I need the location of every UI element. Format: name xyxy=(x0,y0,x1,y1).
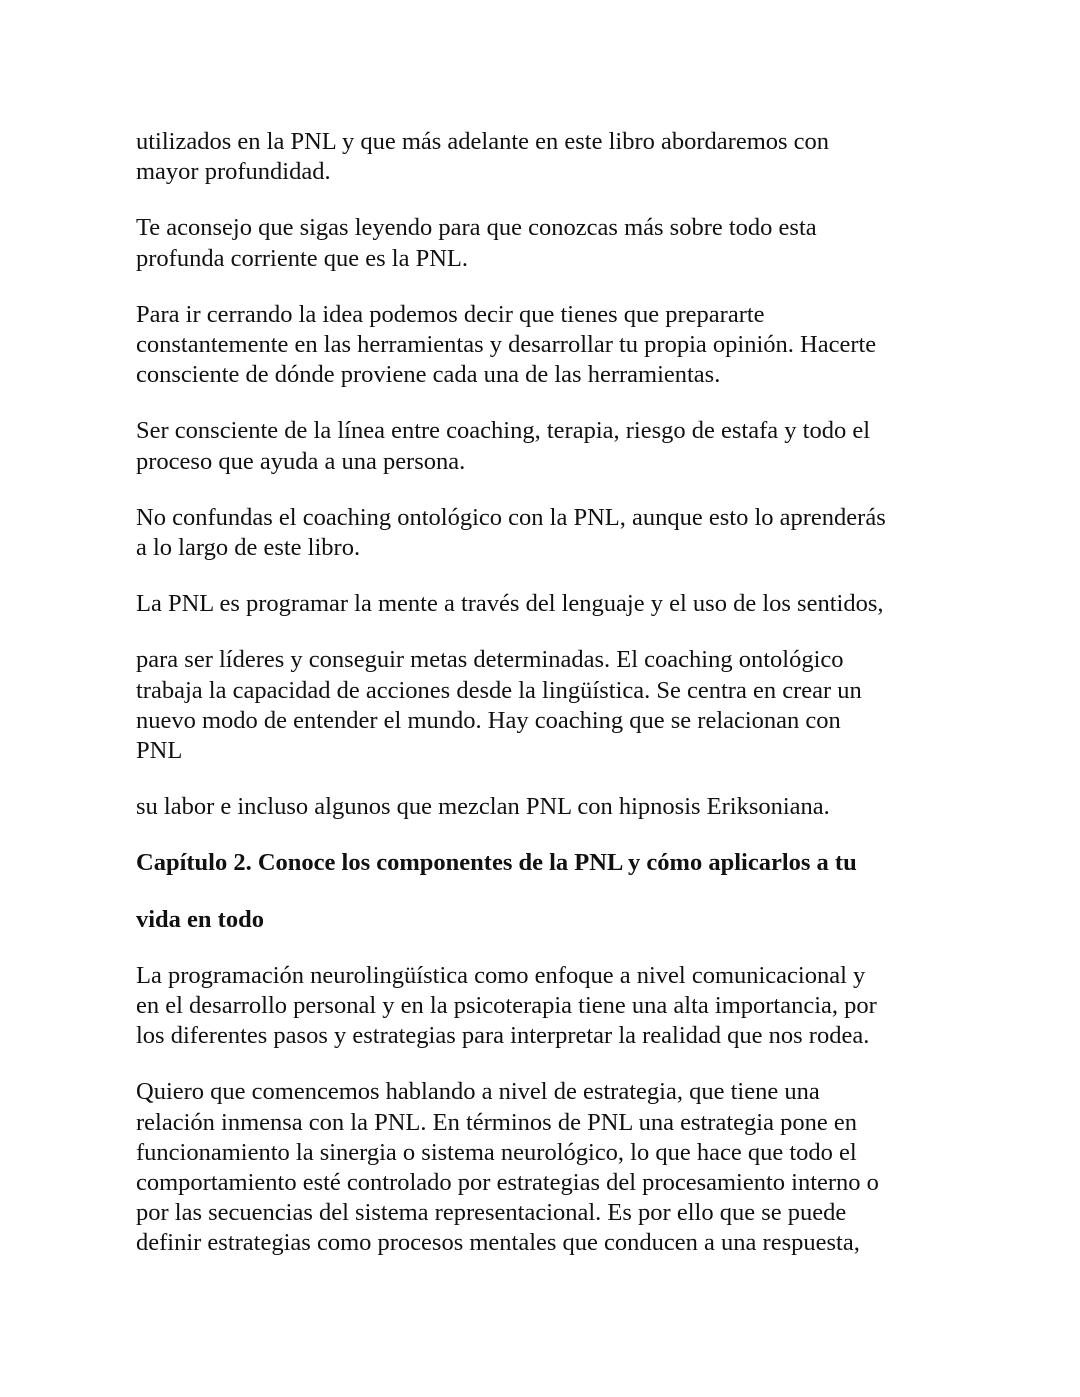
text-line: en el desarrollo personal y en la psicoterapia tiene una alta importancia, por xyxy=(136,992,877,1020)
paragraph xyxy=(136,503,956,563)
text-line: trabaja la capacidad de acciones desde la lingüística. Se centra en crear un xyxy=(136,676,862,704)
paragraph xyxy=(136,645,956,766)
text-line: Te aconsejo que sigas leyendo para que conozcas más sobre todo esta xyxy=(136,214,817,242)
text-line: por las secuencias del sistema representacional. Es por ello que se puede xyxy=(136,1199,847,1227)
paragraph xyxy=(136,961,956,1052)
text-line: Para ir cerrando la idea podemos decir que tienes que prepararte xyxy=(136,300,765,328)
text-line: No confundas el coaching ontológico con la PNL, aunque esto lo aprenderás xyxy=(136,503,886,531)
text-line: definir estrategias como procesos mentales que conducen a una respuesta, xyxy=(136,1229,860,1257)
paragraph xyxy=(136,127,956,187)
text-line: utilizados en la PNL y que más adelante en este libro abordaremos con xyxy=(136,128,830,155)
text-line: a lo largo de este libro. xyxy=(136,534,361,562)
text-line: proceso que ayuda a una persona. xyxy=(136,447,466,475)
text-line: para ser líderes y conseguir metas determinadas. El coaching ontológico xyxy=(136,646,844,674)
paragraph xyxy=(136,213,956,273)
text-line: profunda corriente que es la PNL. xyxy=(136,244,468,272)
text-line: relación inmensa con la PNL. En términos de PNL una estrategia pone en xyxy=(136,1108,857,1136)
heading-line: Capítulo 2. Conoce los componentes de la PNL y cómo aplicarlos a tu xyxy=(136,849,857,877)
text-line: los diferentes pasos y estrategias para interpretar la realidad que nos rodea. xyxy=(136,1022,870,1050)
chapter-heading xyxy=(136,848,956,878)
text-line: constantemente en las herramientas y desarrollar tu propia opinión. Hacerte xyxy=(136,331,877,359)
text-line: mayor profundidad. xyxy=(136,158,331,186)
document-page xyxy=(136,127,956,1285)
text-line: su labor e incluso algunos que mezclan PNL con hipnosis Eriksoniana. xyxy=(136,793,830,821)
paragraph xyxy=(136,416,956,476)
text-line: La PNL es programar la mente a través del lenguaje y el uso de los sentidos, xyxy=(136,590,884,618)
paragraph xyxy=(136,300,956,391)
text-line: La programación neurolingüística como enfoque a nivel comunicacional y xyxy=(136,961,866,989)
text-line: funcionamiento la sinergia o sistema neurológico, lo que hace que todo el xyxy=(136,1138,857,1166)
text-line: nuevo modo de entender el mundo. Hay coaching que se relacionan con xyxy=(136,706,841,734)
text-line: Ser consciente de la línea entre coaching, terapia, riesgo de estafa y todo el xyxy=(136,417,870,445)
paragraph xyxy=(136,1077,956,1258)
chapter-heading-continued xyxy=(136,905,956,935)
paragraph xyxy=(136,792,956,822)
text-line: PNL xyxy=(136,737,183,765)
heading-line: vida en todo xyxy=(136,905,264,933)
paragraph xyxy=(136,589,956,619)
text-line: comportamiento esté controlado por estrategias del procesamiento interno o xyxy=(136,1169,879,1197)
text-line: Quiero que comencemos hablando a nivel de estrategia, que tiene una xyxy=(136,1078,820,1106)
text-line: consciente de dónde proviene cada una de las herramientas. xyxy=(136,361,721,389)
